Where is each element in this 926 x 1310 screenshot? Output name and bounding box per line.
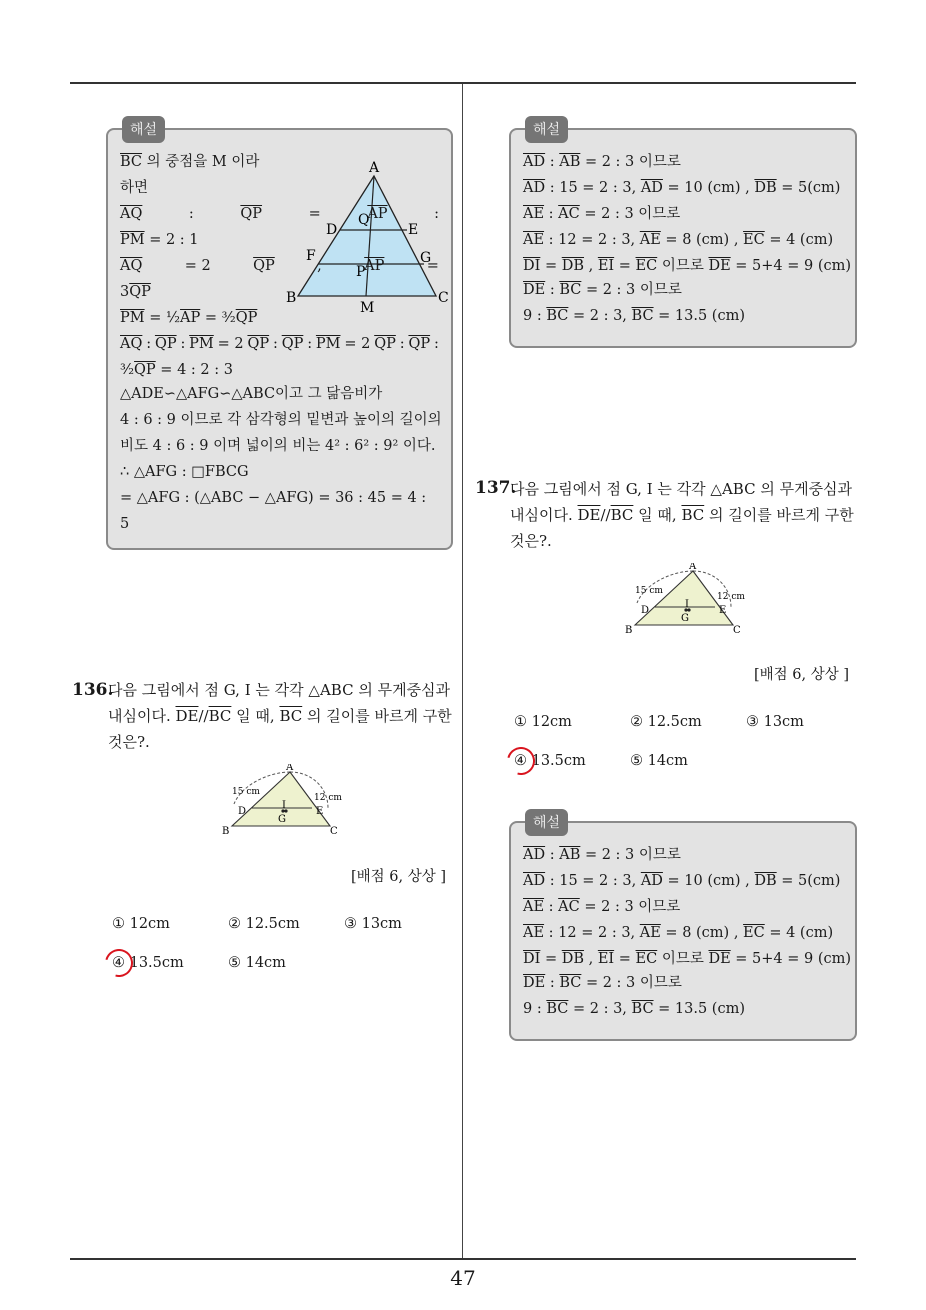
fig-label-E: E xyxy=(316,806,324,817)
question-line xyxy=(510,528,552,554)
solution-line xyxy=(523,256,851,276)
solution-text: = xyxy=(308,206,321,222)
solution-text: = 5+4 = 9 (cm) xyxy=(730,951,852,967)
fig-label-Q: Q xyxy=(358,212,370,228)
answer-mark xyxy=(502,742,540,780)
fig-label-B: B xyxy=(222,826,230,836)
solution-text: $\overline{AB}$ xyxy=(559,847,581,863)
solution-text: $\overline{DB}$ xyxy=(561,258,585,274)
solution-text: ³⁄₂ xyxy=(120,362,135,378)
solution-text: $\overline{AE}$ xyxy=(639,925,661,941)
solution-text: = 8 (cm) , xyxy=(660,232,744,248)
solution-text: = 13.5 (cm) xyxy=(653,308,745,324)
solution-text: = 2 xyxy=(344,336,371,352)
solution-text: 5 xyxy=(120,516,130,532)
solution-text: $\overline{BC}$ xyxy=(631,308,654,324)
solution-line xyxy=(120,282,151,302)
solution-text: $\overline{AD}$ xyxy=(523,154,546,170)
solution-text: = 2 : 3, xyxy=(568,308,632,324)
fig-label-C: C xyxy=(438,290,449,306)
score-label: [배점 6, 상상 ] xyxy=(754,667,850,683)
solution-text: $\overline{AD}$ xyxy=(640,873,663,889)
solution-text: : 12 = 2 : 3, xyxy=(544,232,640,248)
solution-text: $\overline{AC}$ xyxy=(558,899,580,915)
fig-label-E: E xyxy=(719,605,727,616)
solution-text: 비도 4 : 6 : 9 이며 넓이의 비는 4² : 6² : 9² 이다. xyxy=(120,438,436,454)
solution-text: $\overline{AQ}$ xyxy=(120,206,143,222)
choice-2[interactable]: ② 12.5cm xyxy=(630,714,702,730)
question-text-segment: $\overline{BC}$ xyxy=(681,506,705,524)
solution-text: $\overline{AP}$ xyxy=(364,258,385,274)
solution-text: 의 중점을 M 이라 xyxy=(142,154,260,170)
solution-text: $\overline{AE}$ xyxy=(523,925,545,941)
solution-text: = xyxy=(540,258,562,274)
solution-text: 9 : xyxy=(523,1001,547,1017)
column-divider xyxy=(462,84,463,1258)
solution-line xyxy=(523,949,851,969)
solution-text: = 2 : 3 이므로 xyxy=(579,899,681,915)
solution-text: = 2 xyxy=(184,258,211,274)
solution-text: : xyxy=(434,206,439,222)
question-text-segment: 다음 그림에서 점 G, I 는 각각 △ABC 의 무게중심과 xyxy=(510,480,853,498)
solution-text: $\overline{DB}$ xyxy=(561,951,585,967)
solution-text: = △AFG : (△ABC − △AFG) = 36 : 45 = 4 : xyxy=(120,490,427,506)
solution-text: $\overline{DE}$ xyxy=(523,975,546,991)
fig-label-P: P xyxy=(356,264,366,280)
solution-line xyxy=(120,436,436,456)
solution-text: $\overline{DE}$ xyxy=(523,282,546,298)
solution-text: $\overline{AE}$ xyxy=(523,232,545,248)
solution-text: : 12 = 2 : 3, xyxy=(544,925,640,941)
solution-text: = 4 (cm) xyxy=(764,232,834,248)
fig-label-I: I xyxy=(685,599,689,610)
solution-text: : 15 = 2 : 3, xyxy=(545,180,641,196)
triangle-figure xyxy=(623,563,753,635)
solution-text: $\overline{QP}$ xyxy=(129,284,151,300)
solution-line xyxy=(120,308,257,328)
solution-text: = 10 (cm) , xyxy=(662,180,755,196)
solution-text: $\overline{EC}$ xyxy=(743,232,765,248)
fig-label-B: B xyxy=(625,625,633,635)
solution-line xyxy=(523,871,840,891)
fig-label-left: 15 cm xyxy=(635,586,663,596)
question-number: 136. xyxy=(72,680,114,700)
solution-text: $\overline{AE}$ xyxy=(639,232,661,248)
solution-text: : xyxy=(544,206,559,222)
solution-text: : xyxy=(544,899,559,915)
solution-text: = 4 (cm) xyxy=(764,925,834,941)
fig-label-F: F xyxy=(306,248,316,264)
solution-line xyxy=(120,256,439,276)
question-text-segment: $\overline{DE}$ xyxy=(577,506,601,524)
solution-text: = xyxy=(614,951,636,967)
solution-text: $\overline{PM}$ xyxy=(189,336,214,352)
solution-text: $\overline{DB}$ xyxy=(754,180,777,196)
choice-5[interactable]: ⑤ 14cm xyxy=(630,753,688,769)
solution-text: = 2 : 1 xyxy=(144,232,199,248)
solution-text: $\overline{AQ}$ xyxy=(120,336,143,352)
solution-text: , xyxy=(584,258,598,274)
fig-label-D: D xyxy=(641,605,650,616)
question-text-segment: 다음 그림에서 점 G, I 는 각각 △ABC 의 무게중심과 xyxy=(108,681,451,699)
solution-text: $\overline{AD}$ xyxy=(523,847,546,863)
page-number: 47 xyxy=(450,1266,476,1290)
solution-line xyxy=(523,923,833,943)
solution-text: = 5(cm) xyxy=(776,180,841,196)
fig-label-A: A xyxy=(369,160,380,176)
solution-text: $\overline{DI}$ xyxy=(523,951,541,967)
question-text-segment: // xyxy=(198,707,209,725)
solution-text: = 2 : 3, xyxy=(568,1001,632,1017)
fig-label-C: C xyxy=(330,826,338,836)
solution-text: $\overline{AE}$ xyxy=(523,206,545,222)
solution-line xyxy=(120,462,249,482)
solution-text: △ADE∽△AFG∽△ABC이고 그 닮음비가 xyxy=(120,386,383,402)
solution-text: $\overline{EC}$ xyxy=(743,925,765,941)
fig-label-G: G xyxy=(681,613,689,624)
solution-line xyxy=(120,204,439,224)
solution-text: $\overline{AP}$ xyxy=(367,206,388,222)
solution-line xyxy=(523,230,833,250)
solution-text: = 2 : 3 이므로 xyxy=(580,847,681,863)
solution-text: $\overline{QP}$ xyxy=(253,258,275,274)
solution-line xyxy=(120,514,129,534)
fig-label-right: 12 cm xyxy=(314,793,342,803)
solution-line xyxy=(523,280,682,300)
solution-text: = 2 : 3 이므로 xyxy=(581,282,682,298)
solution-tag: 해설 xyxy=(525,809,568,836)
solution-tag: 해설 xyxy=(122,116,165,143)
solution-text: 하면 xyxy=(120,180,149,196)
solution-text: = ³⁄₂ xyxy=(200,310,236,326)
question-line xyxy=(108,729,150,755)
solution-text: $\overline{AQ}$ xyxy=(120,258,143,274)
question-text-segment: 일 때, xyxy=(633,506,682,524)
solution-text: 9 : xyxy=(523,308,547,324)
solution-text: $\overline{QP}$ xyxy=(134,362,156,378)
fig-label-E: E xyxy=(408,222,419,238)
solution-line xyxy=(120,152,259,172)
solution-text: : xyxy=(146,336,152,352)
solution-text: = xyxy=(614,258,636,274)
solution-text: $\overline{QP}$ xyxy=(154,336,177,352)
solution-text: $\overline{DE}$ xyxy=(708,258,731,274)
question-text-segment: 것은?. xyxy=(510,532,552,550)
solution-line xyxy=(120,384,382,404)
solution-text: $\overline{BC}$ xyxy=(120,154,143,170)
fig-label-A: A xyxy=(689,563,697,572)
solution-text: = 2 xyxy=(217,336,244,352)
solution-text: : xyxy=(545,847,560,863)
fig-label-G: G xyxy=(278,814,286,825)
solution-text: : xyxy=(272,336,278,352)
question-text-segment: $\overline{BC}$ xyxy=(610,506,634,524)
solution-text: $\overline{EI}$ xyxy=(597,951,615,967)
solution-text: 이므로 xyxy=(657,951,709,967)
fig-label-M: M xyxy=(360,300,375,314)
solution-text: = ½ xyxy=(144,310,181,326)
choice-4[interactable]: ④ 13.5cm xyxy=(514,753,586,769)
solution-text: : xyxy=(545,282,560,298)
solution-line xyxy=(523,306,745,326)
header-rule xyxy=(70,82,856,84)
fig-label-B: B xyxy=(286,290,297,306)
fig-label-C: C xyxy=(733,625,741,635)
question-text-segment: // xyxy=(600,506,611,524)
question-text-segment: 일 때, xyxy=(231,707,280,725)
solution-text: : xyxy=(307,336,313,352)
question-number: 137. xyxy=(475,478,517,498)
solution-box-q137 xyxy=(509,815,857,1041)
solution-text: $\overline{QP}$ xyxy=(281,336,304,352)
solution-text: : xyxy=(180,336,186,352)
solution-text: 4 : 6 : 9 이므로 각 삼각형의 밑변과 높이의 길이의 xyxy=(120,412,442,428)
solution-line xyxy=(120,360,233,380)
solution-text: = 2 : 3 이므로 xyxy=(581,975,682,991)
solution-text: $\overline{DE}$ xyxy=(708,951,731,967)
fig-label-right: 12 cm xyxy=(717,592,745,602)
solution-text: $\overline{DB}$ xyxy=(754,873,777,889)
solution-text: $\overline{BC}$ xyxy=(559,282,582,298)
choice-4[interactable]: ④ 13.5cm xyxy=(112,955,184,971)
question-line xyxy=(108,677,450,703)
solution-text: $\overline{AD}$ xyxy=(523,180,546,196)
solution-text: = 5+4 = 9 (cm) xyxy=(730,258,852,274)
answer-mark xyxy=(100,944,138,982)
solution-line xyxy=(120,178,148,198)
fig-label-left: 15 cm xyxy=(232,787,260,797)
solution-text: $\overline{BC}$ xyxy=(546,1001,569,1017)
solution-text: $\overline{QP}$ xyxy=(408,336,431,352)
solution-text: $\overline{AD}$ xyxy=(523,873,546,889)
solution-line xyxy=(523,178,840,198)
solution-box-left xyxy=(106,122,453,550)
solution-line xyxy=(120,410,442,430)
question-line xyxy=(108,703,452,729)
fig-label-A: A xyxy=(286,764,294,773)
solution-text: $\overline{QP}$ xyxy=(240,206,263,222)
solution-text: = 2 : 3 이므로 xyxy=(580,154,681,170)
solution-text: $\overline{QP}$ xyxy=(235,310,258,326)
choice-1[interactable]: ① 12cm xyxy=(112,916,170,932)
solution-text: $\overline{EC}$ xyxy=(635,258,658,274)
solution-text: : xyxy=(399,336,405,352)
solution-text: ∴ △AFG : □FBCG xyxy=(120,464,249,480)
solution-line xyxy=(120,334,439,354)
question-line xyxy=(510,502,854,528)
solution-text: = 8 (cm) , xyxy=(660,925,744,941)
solution-text: , xyxy=(584,951,598,967)
question-text-segment: $\overline{BC}$ xyxy=(279,707,303,725)
solution-text: $\overline{PM}$ xyxy=(315,336,341,352)
choice-5[interactable]: ⑤ 14cm xyxy=(228,955,286,971)
solution-line xyxy=(523,973,682,993)
solution-text: $\overline{AC}$ xyxy=(558,206,580,222)
question-text-segment: $\overline{DE}$ xyxy=(175,707,199,725)
solution-text: = 10 (cm) , xyxy=(662,873,755,889)
solution-text: $\overline{EC}$ xyxy=(635,951,658,967)
question-text-segment: 것은?. xyxy=(108,733,150,751)
solution-text: = 13.5 (cm) xyxy=(653,1001,745,1017)
solution-text: 이므로 xyxy=(657,258,709,274)
solution-text: = xyxy=(426,258,439,274)
solution-text: = xyxy=(540,951,562,967)
solution-line xyxy=(120,230,199,250)
solution-text: $\overline{BC}$ xyxy=(559,975,582,991)
solution-line xyxy=(120,488,439,508)
choice-3[interactable]: ③ 13cm xyxy=(344,916,402,932)
solution-text: : xyxy=(545,154,560,170)
fig-label-I: I xyxy=(282,800,286,811)
similar-triangles-figure xyxy=(280,154,450,314)
choice-3[interactable]: ③ 13cm xyxy=(746,714,804,730)
solution-text: $\overline{AD}$ xyxy=(640,180,663,196)
solution-text: $\overline{AB}$ xyxy=(559,154,581,170)
question-line xyxy=(510,476,852,502)
solution-text: : xyxy=(545,975,560,991)
solution-text: 3 xyxy=(120,284,130,300)
fig-label-G: G xyxy=(420,250,432,266)
fig-label-D: D xyxy=(238,806,247,817)
solution-text: $\overline{BC}$ xyxy=(631,1001,654,1017)
solution-text: $\overline{PM}$ xyxy=(120,310,145,326)
solution-text: , xyxy=(317,258,322,274)
question-text-segment: 의 길이를 바르게 구한 xyxy=(302,707,452,725)
solution-text: $\overline{QP}$ xyxy=(247,336,270,352)
solution-text: $\overline{AE}$ xyxy=(523,899,545,915)
solution-text: = 2 : 3 이므로 xyxy=(579,206,681,222)
solution-text: $\overline{QP}$ xyxy=(374,336,396,352)
question-text-segment: 의 길이를 바르게 구한 xyxy=(704,506,854,524)
solution-tag: 해설 xyxy=(525,116,568,143)
question-text-segment: 내심이다. xyxy=(510,506,578,524)
choice-2[interactable]: ② 12.5cm xyxy=(228,916,300,932)
solution-line xyxy=(523,897,680,917)
solution-text: : xyxy=(433,336,439,352)
score-label: [배점 6, 상상 ] xyxy=(351,869,447,885)
footer-rule xyxy=(70,1258,856,1260)
solution-text: : 15 = 2 : 3, xyxy=(545,873,641,889)
solution-line xyxy=(523,845,681,865)
solution-text: = 5(cm) xyxy=(776,873,841,889)
triangle-figure xyxy=(220,764,350,836)
solution-line xyxy=(523,152,681,172)
solution-text: $\overline{DI}$ xyxy=(523,258,541,274)
solution-box-right xyxy=(509,122,857,348)
solution-text: $\overline{PM}$ xyxy=(120,232,145,248)
solution-line xyxy=(523,204,680,224)
question-text-segment: $\overline{BC}$ xyxy=(208,707,232,725)
solution-text: $\overline{EI}$ xyxy=(597,258,615,274)
solution-text: : xyxy=(188,206,194,222)
fig-label-D: D xyxy=(326,222,338,238)
choice-1[interactable]: ① 12cm xyxy=(514,714,572,730)
question-text-segment: 내심이다. xyxy=(108,707,176,725)
solution-text: $\overline{BC}$ xyxy=(546,308,569,324)
solution-line xyxy=(523,999,745,1019)
solution-text: = 4 : 2 : 3 xyxy=(155,362,233,378)
solution-text: $\overline{AP}$ xyxy=(180,310,201,326)
